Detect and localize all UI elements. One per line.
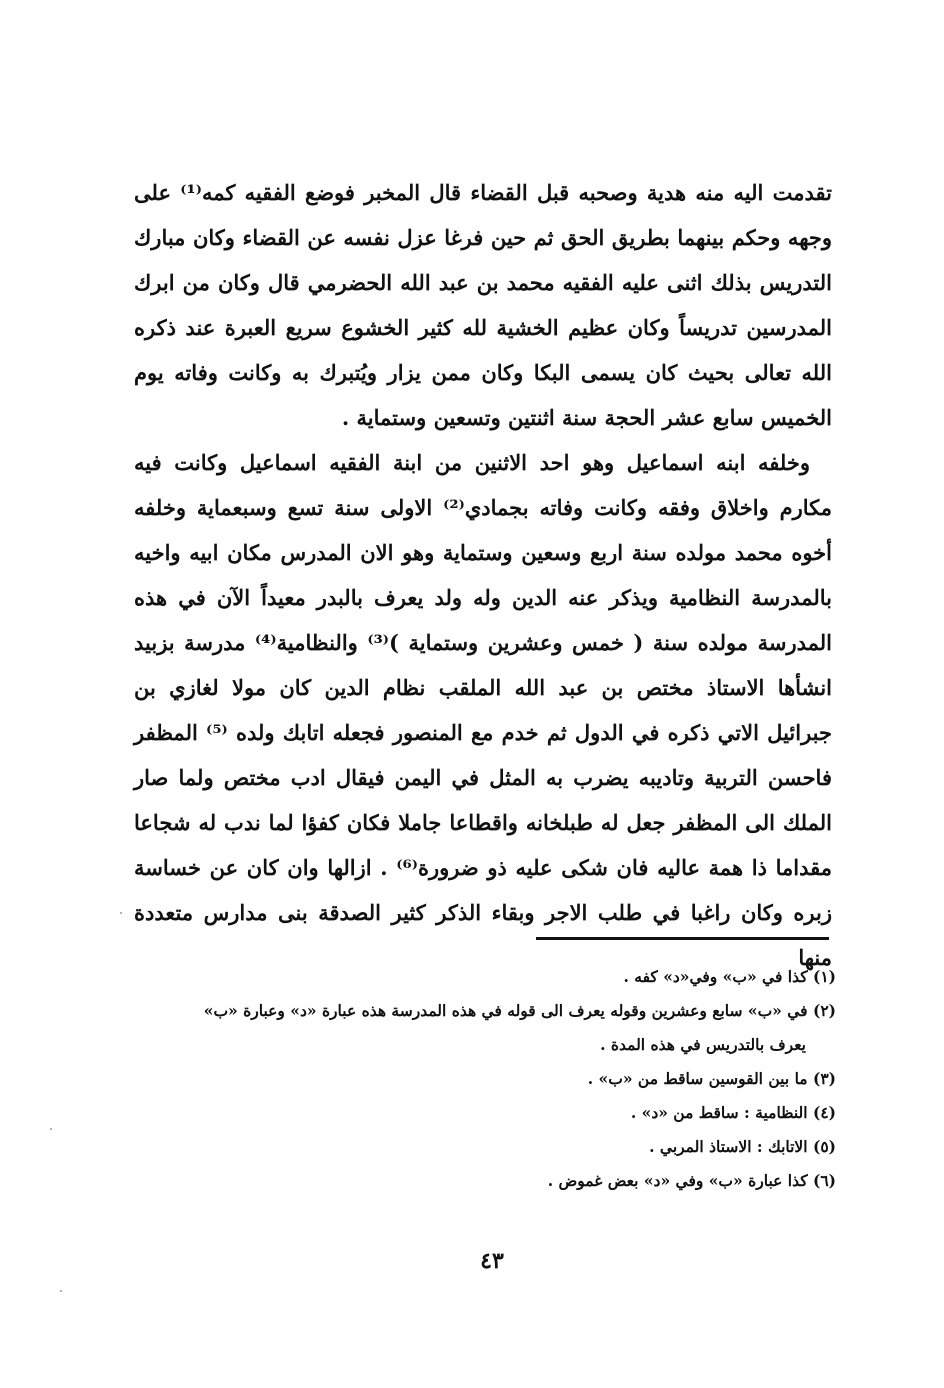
footnote-text: (٤) النظامية : ساقط من «د» . bbox=[630, 1103, 836, 1122]
footnote-text: (٢) في «ب» سابع وعشرين وقوله يعرف الى قوله في هذه المدرسة هذه عبارة «د» وعبارة «ب» bbox=[203, 1001, 836, 1020]
footnote-text: (٥) الاتابك : الاستاذ المربي . bbox=[649, 1137, 836, 1156]
footnotes bbox=[126, 960, 836, 1198]
footnote-6 bbox=[126, 1164, 836, 1198]
paragraph: وخلفه ابنه اسماعيل وهو احد الاثنين من ابنة الفقيه اسماعيل وكانت فيه مكارم واخلاق وفقه وكانت وفاته بجمادي⁽²⁾ الاولى سنة تسع وسبعماية وخلفه أخوه محمد مولده سنة اربع وسعين وستماية وهو الان المدرس مكان ابيه واخيه بالمدرسة النظامية ويذكر عنه الدين وله ولد يعرف بالبدر معيداً الآن في هذه المدرسة مولده سنة ( خمس وعشرين وستماية )⁽³⁾ والنظامية⁽⁴⁾ مدرسة بزبيد انشأها الاستاذ مختص بن عبد الله الملقب نظام الدين كان مولا لغازي بن جبرائيل الاتي ذكره في الدول ثم خدم مع المنصور فجعله اتابك ولده ⁽⁵⁾ المظفر فاحسن التربية وتاديبه يضرب به المثل في اليمن فيقال ادب مختص ولما صار الملك الى المظفر جعل له طبلخانه واقطاعا جاملا فكان كفؤا لما ندب له شجاعا مقداما ذا همة عاليه فان شكى عليه ذو ضرورة⁽⁶⁾ . ازالها وان كان عن خساسة زبره وكان راغبا في طلب الاجر وبقاء الذكر كثير الصدقة بنى مدارس متعددة منها bbox=[134, 450, 833, 970]
footnote-separator bbox=[536, 937, 829, 940]
scan-speck bbox=[50, 1128, 52, 1130]
scan-speck bbox=[60, 1290, 62, 1292]
footnote-continuation: يعرف بالتدريس في هذه المدة . bbox=[600, 1035, 806, 1054]
page-number: ٤٣ bbox=[480, 1248, 504, 1274]
footnote-text: (١) كذا في «ب» وفي«د» كفه . bbox=[623, 967, 836, 986]
paragraph: تقدمت اليه منه هدية وصحبه قبل القضاء قال المخبر فوضع الفقيه كمه⁽¹⁾ على وجهه وحكم بينهما بطريق الحق ثم حين فرغا عزل نفسه عن القضاء وكان مبارك التدريس بذلك اثنى عليه الفقيه محمد بن عبد الله الحضرمي قال وكان من ابرك المدرسين تدريساً وكان عظيم الخشية لله كثير الخشوع سريع العبرة عند ذكره الله تعالى بحيث كان يسمى البكا وكان ممن يزار ويُتبرك به وكانت وفاته يوم الخميس سابع عشر الحجة سنة اثنتين وتسعين وستماية . bbox=[134, 180, 832, 430]
footnote-text: (٣) ما بين القوسين ساقط من «ب» . bbox=[587, 1069, 836, 1088]
scan-speck bbox=[120, 912, 122, 914]
footnote-text: (٦) كذا عبارة «ب» وفي «د» بعض غموض . bbox=[547, 1171, 836, 1190]
footnote-5 bbox=[126, 1130, 836, 1164]
main-text bbox=[134, 170, 832, 980]
footnote-2 bbox=[126, 994, 836, 1062]
footnote-4 bbox=[126, 1096, 836, 1130]
footnote-3 bbox=[126, 1062, 836, 1096]
footnote-1 bbox=[126, 960, 836, 994]
